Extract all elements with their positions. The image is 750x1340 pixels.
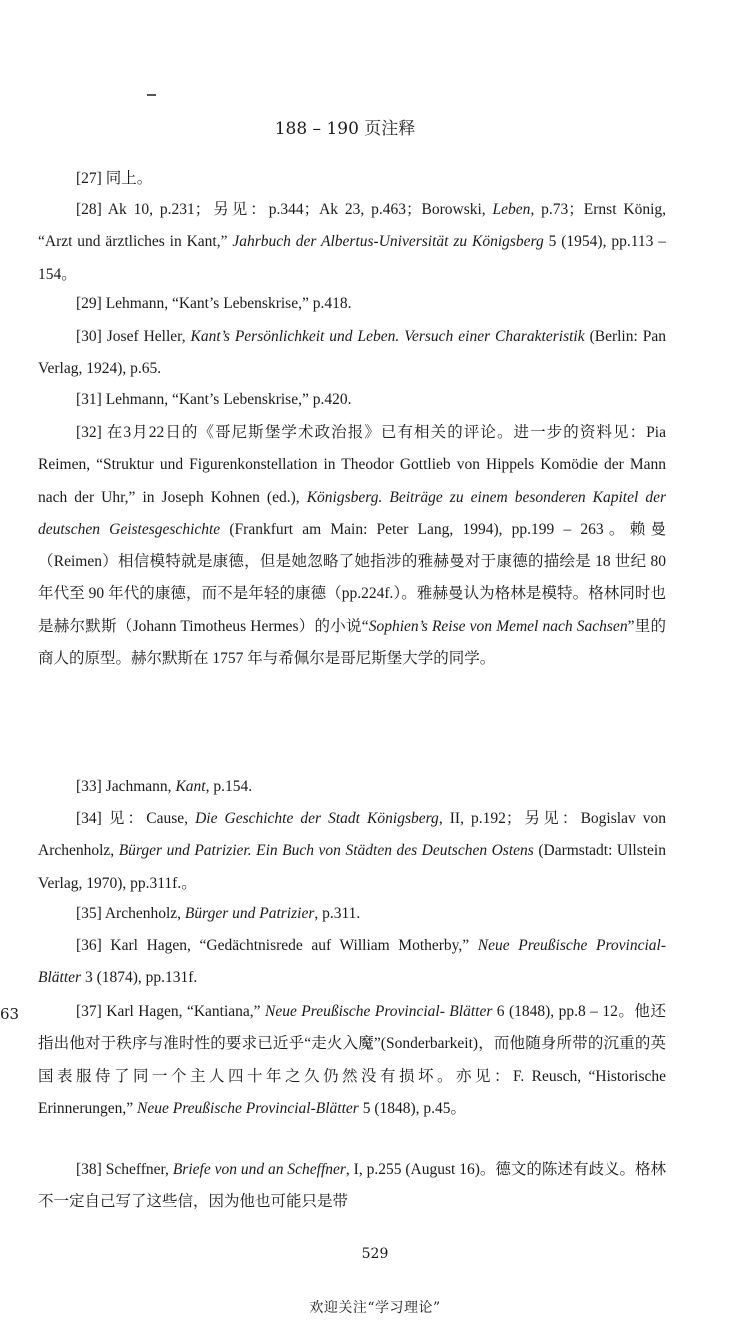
note-text: [38] Scheffner, [76,1161,173,1178]
note-text: [30] Josef Heller, [76,328,191,345]
note-text: [31] Lehmann, “Kant’s Lebenskrise,” p.420. [76,391,352,408]
note-text: [37] Karl Hagen, “Kantiana,” [76,1003,265,1020]
note-32 [38,417,666,675]
note-text: 6 (1848), pp.8 – 12。他还指出他对于秩序与准时性的要求已近乎“走火入魔”(Sonderbarkeit)，而他随身所带的沉重的英国表服侍了同一个主人四十年之久仍然没有损坏。亦见：F. Reusch, “Historische Erinnerungen,” [38,1003,666,1117]
note-text: [29] Lehmann, “Kant’s Lebenskrise,” p.418. [76,295,352,312]
note-title-italic: Die Geschichte der Stadt Königsberg [195,810,439,827]
note-text: ”里的商人的原型。赫尔默斯在 1757 年与希佩尔是哥尼斯堡大学的同学。 [38,617,666,668]
note-text: [27] 同上。 [76,170,153,187]
note-text: (Darmstadt: Ullstein Verlag, 1970), pp.311f.。 [38,842,666,892]
note-37 [38,996,666,1125]
note-title-italic: Neue Preußische Provincial- Blätter [265,1003,493,1020]
note-36 [38,930,666,995]
note-text: , p.154. [205,778,253,795]
note-35 [38,898,666,930]
note-text: , II, p.192；另见：Bogislav von Archenholz, [38,810,667,860]
note-title-italic: Kant’s Persönlichkeit und Leben. Versuch einer Charakteristik [190,328,585,345]
note-title-italic: Bürger und Patrizier [184,905,315,922]
note-text: 5 (1954), pp.113 – 154。 [38,233,666,283]
note-30 [38,321,666,386]
note-title-italic: Kant [175,778,206,795]
note-title-italic: Neue Preußische Provincial- Blätter [38,937,667,987]
note-title-italic: Briefe von und an Scheffner [172,1161,346,1178]
note-text: 3 (1874), pp.131f. [81,969,198,987]
note-text: [33] Jachmann, [76,778,176,795]
scan-speck [147,94,156,96]
note-38 [38,1154,666,1219]
note-text: 5 (1848), p.45。 [358,1099,467,1117]
note-text: , p.311. [314,905,361,922]
note-title-italic: Leben [492,201,531,218]
note-title-italic: Königsberg. Beiträge zu einem besonderen Kapitel der deutschen Geistesgeschichte [38,488,666,538]
note-text: [28] Ak 10, p.231；另见：p.344；Ak 23, p.463；Borowski, [76,201,493,218]
note-text: , I, p.255 (August 16)。德文的陈述有歧义。格林不一定自己写了这些信，因为他也可能只是带 [38,1161,666,1211]
note-27 [38,163,666,195]
note-title-italic: Bürger und Patrizier. Ein Buch von Städten des Deutschen Ostens [118,842,534,860]
note-text: , p.73；Ernst König, “Arzt und ärztliches in Kant,” [38,201,667,251]
note-title-italic: Sophien’s Reise von Memel nach Sachsen [368,617,628,635]
note-text: (Berlin: Pan Verlag, 1924), p.65. [38,328,666,378]
note-text: [35] Archenholz, [76,905,185,922]
page-number: 529 [361,1246,389,1262]
page-title: 188 – 190 页注释 [274,119,416,139]
note-29 [38,288,666,320]
note-text: [32] 在3月22日的《哥尼斯堡学术政治报》已有相关的评论。进一步的资料见：Pia Reimen, “Struktur und Figurenkonstellation in Theodor Gottlieb von Hippels Komödie der Mann nach der Uhr,” in Joseph Kohnen (ed.), [38,424,666,506]
note-title-italic: Jahrbuch der Albertus-Universität zu Königsberg [232,233,544,251]
note-34 [38,803,666,900]
note-28 [38,194,666,291]
note-text: [36] Karl Hagen, “Gedächtnisrede auf William Motherby,” [76,937,478,954]
margin-page-number: 63 [0,1005,20,1023]
note-text: [34] 见：Cause, [76,810,196,827]
note-text: (Frankfurt am Main: Peter Lang, 1994), pp.199 – 263。赖曼（Reimen）相信模特就是康德，但是她忽略了她指涉的雅赫曼对于康德的描绘是 18 世纪 80 年代至 90 年代的康德，而不是年轻的康德（pp.224f.）。雅赫曼认为格林是模特。格林同时也是赫尔默斯（Johann Timotheus Hermes）的小说“ [38,520,666,635]
note-title-italic: Neue Preußische Provincial-Blätter [137,1099,359,1117]
watermark-text: 欢迎关注“学习理论” [309,1300,441,1316]
note-33 [38,771,666,803]
note-31 [38,384,666,416]
